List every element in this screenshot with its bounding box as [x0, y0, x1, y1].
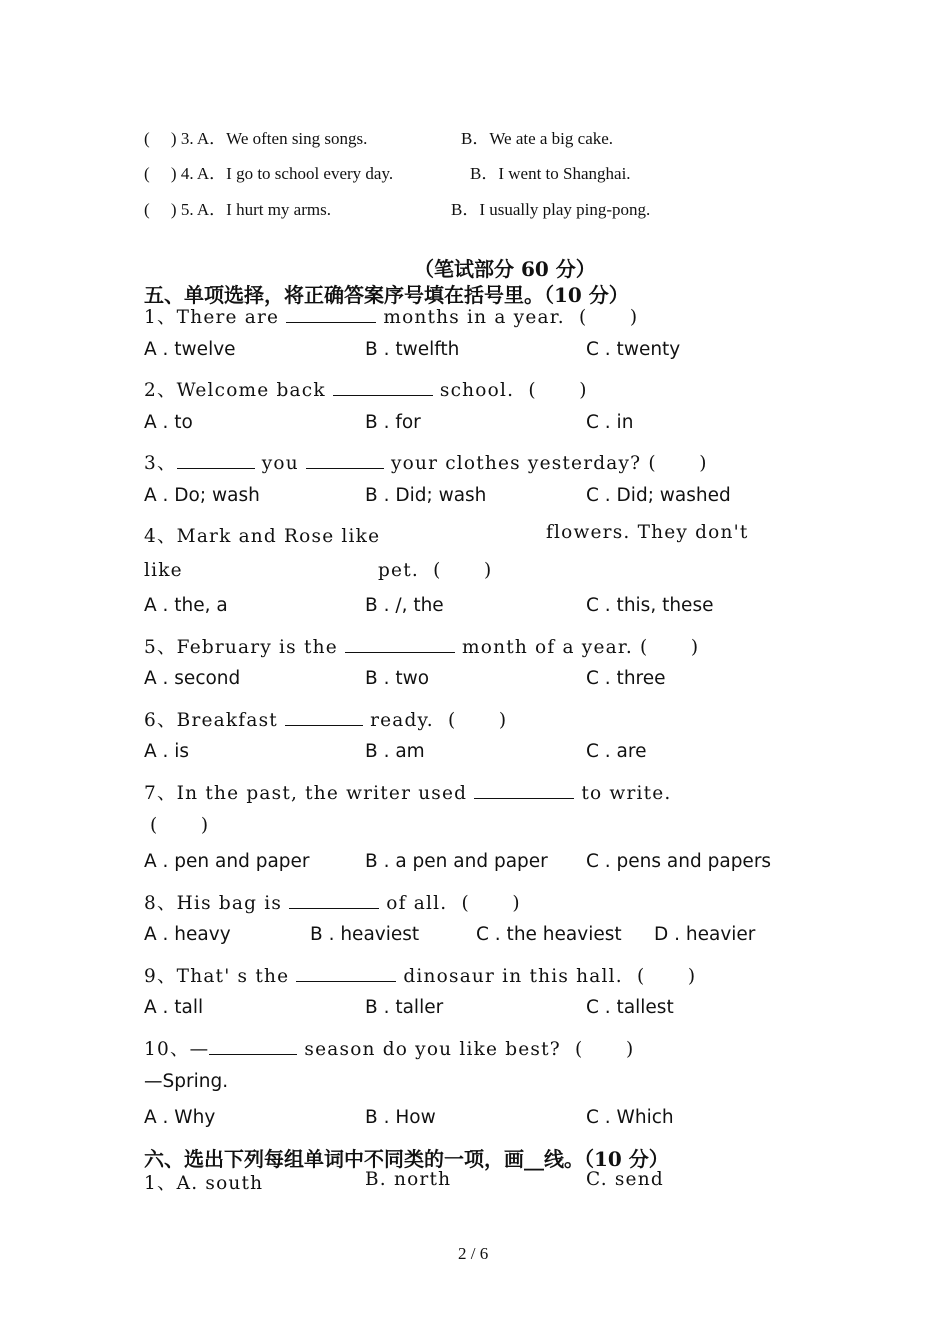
section6-q1-c: C. send [586, 1169, 664, 1190]
question-4-line1b: flowers. They don't [546, 522, 749, 543]
question-4-line2b: pet. ( ) [378, 560, 493, 581]
question-10-answer: —Spring. [144, 1071, 229, 1092]
q3-option-c: C . Did; washed [586, 485, 731, 506]
q1-option-b: B . twelfth [365, 339, 460, 360]
q1-option-a: A . twelve [144, 339, 236, 360]
question-10: 10、— season do you like best? ( ) [144, 1035, 634, 1061]
q2-option-b: B . for [365, 412, 421, 433]
listening-q4-a: ( ) 4. A．I go to school every day. [144, 164, 394, 183]
question-3: 3、 you your clothes yesterday? ( ) [144, 449, 708, 475]
question-8: 8、His bag is of all. ( ) [144, 889, 521, 915]
q4-option-a: A . the, a [144, 595, 228, 616]
q6-option-b: B . am [365, 741, 425, 762]
q8-option-b: B . heaviest [310, 924, 420, 945]
listening-q5-b: B．I usually play ping-pong. [451, 200, 651, 219]
q2-option-a: A . to [144, 412, 193, 433]
q5-option-a: A . second [144, 668, 241, 689]
listening-q3-a: ( ) 3. A．We often sing songs. [144, 129, 368, 148]
listening-q4-b: B．I went to Shanghai. [470, 164, 631, 183]
question-6: 6、Breakfast ready. ( ) [144, 706, 507, 732]
q3-option-b: B . Did; wash [365, 485, 487, 506]
question-2: 2、Welcome back school. ( ) [144, 376, 588, 402]
listening-q5-a: ( ) 5. A．I hurt my arms. [144, 200, 331, 219]
q10-option-b: B . How [365, 1107, 436, 1128]
q3-option-a: A . Do; wash [144, 485, 260, 506]
listening-q3-b: B．We ate a big cake. [461, 129, 614, 148]
q10-option-c: C . Which [586, 1107, 674, 1128]
q9-option-c: C . tallest [586, 997, 674, 1018]
q7-option-a: A . pen and paper [144, 851, 310, 872]
q2-option-c: C . in [586, 412, 634, 433]
question-7-paren: ( ) [150, 815, 210, 836]
question-4-line2a: like [144, 560, 183, 581]
q8-option-a: A . heavy [144, 924, 231, 945]
q9-option-a: A . tall [144, 997, 204, 1018]
q4-option-b: B . /, the [365, 595, 444, 616]
q9-option-b: B . taller [365, 997, 444, 1018]
q5-option-b: B . two [365, 668, 430, 689]
question-5: 5、February is the month of a year. ( ) [144, 633, 699, 659]
section6-title: 六、选出下列每组单词中不同类的一项，画__线。（10 分） [144, 1147, 669, 1171]
q4-option-c: C . this, these [586, 595, 714, 616]
written-part-title: （笔试部分 60 分） [414, 257, 596, 281]
q5-option-c: C . three [586, 668, 666, 689]
q6-option-c: C . are [586, 741, 647, 762]
page-number: 2 / 6 [458, 1244, 489, 1263]
q10-option-a: A . Why [144, 1107, 216, 1128]
q8-option-d: D . heavier [654, 924, 756, 945]
q1-option-c: C . twenty [586, 339, 681, 360]
section6-q1-b: B. north [365, 1169, 452, 1190]
question-7: 7、In the past, the writer used to write. [144, 779, 671, 805]
q7-option-b: B . a pen and paper [365, 851, 548, 872]
question-1: 1、There are months in a year. ( ) [144, 303, 638, 329]
q6-option-a: A . is [144, 741, 190, 762]
section6-q1-a: 1、A. south [144, 1173, 264, 1194]
question-4-line1a: 4、Mark and Rose like [144, 526, 381, 547]
question-9: 9、That' s the dinosaur in this hall. ( ) [144, 962, 696, 988]
q8-option-c: C . the heaviest [476, 924, 622, 945]
section5-title: 五、单项选择，将正确答案序号填在括号里。（10 分） [144, 283, 629, 307]
q7-option-c: C . pens and papers [586, 851, 772, 872]
